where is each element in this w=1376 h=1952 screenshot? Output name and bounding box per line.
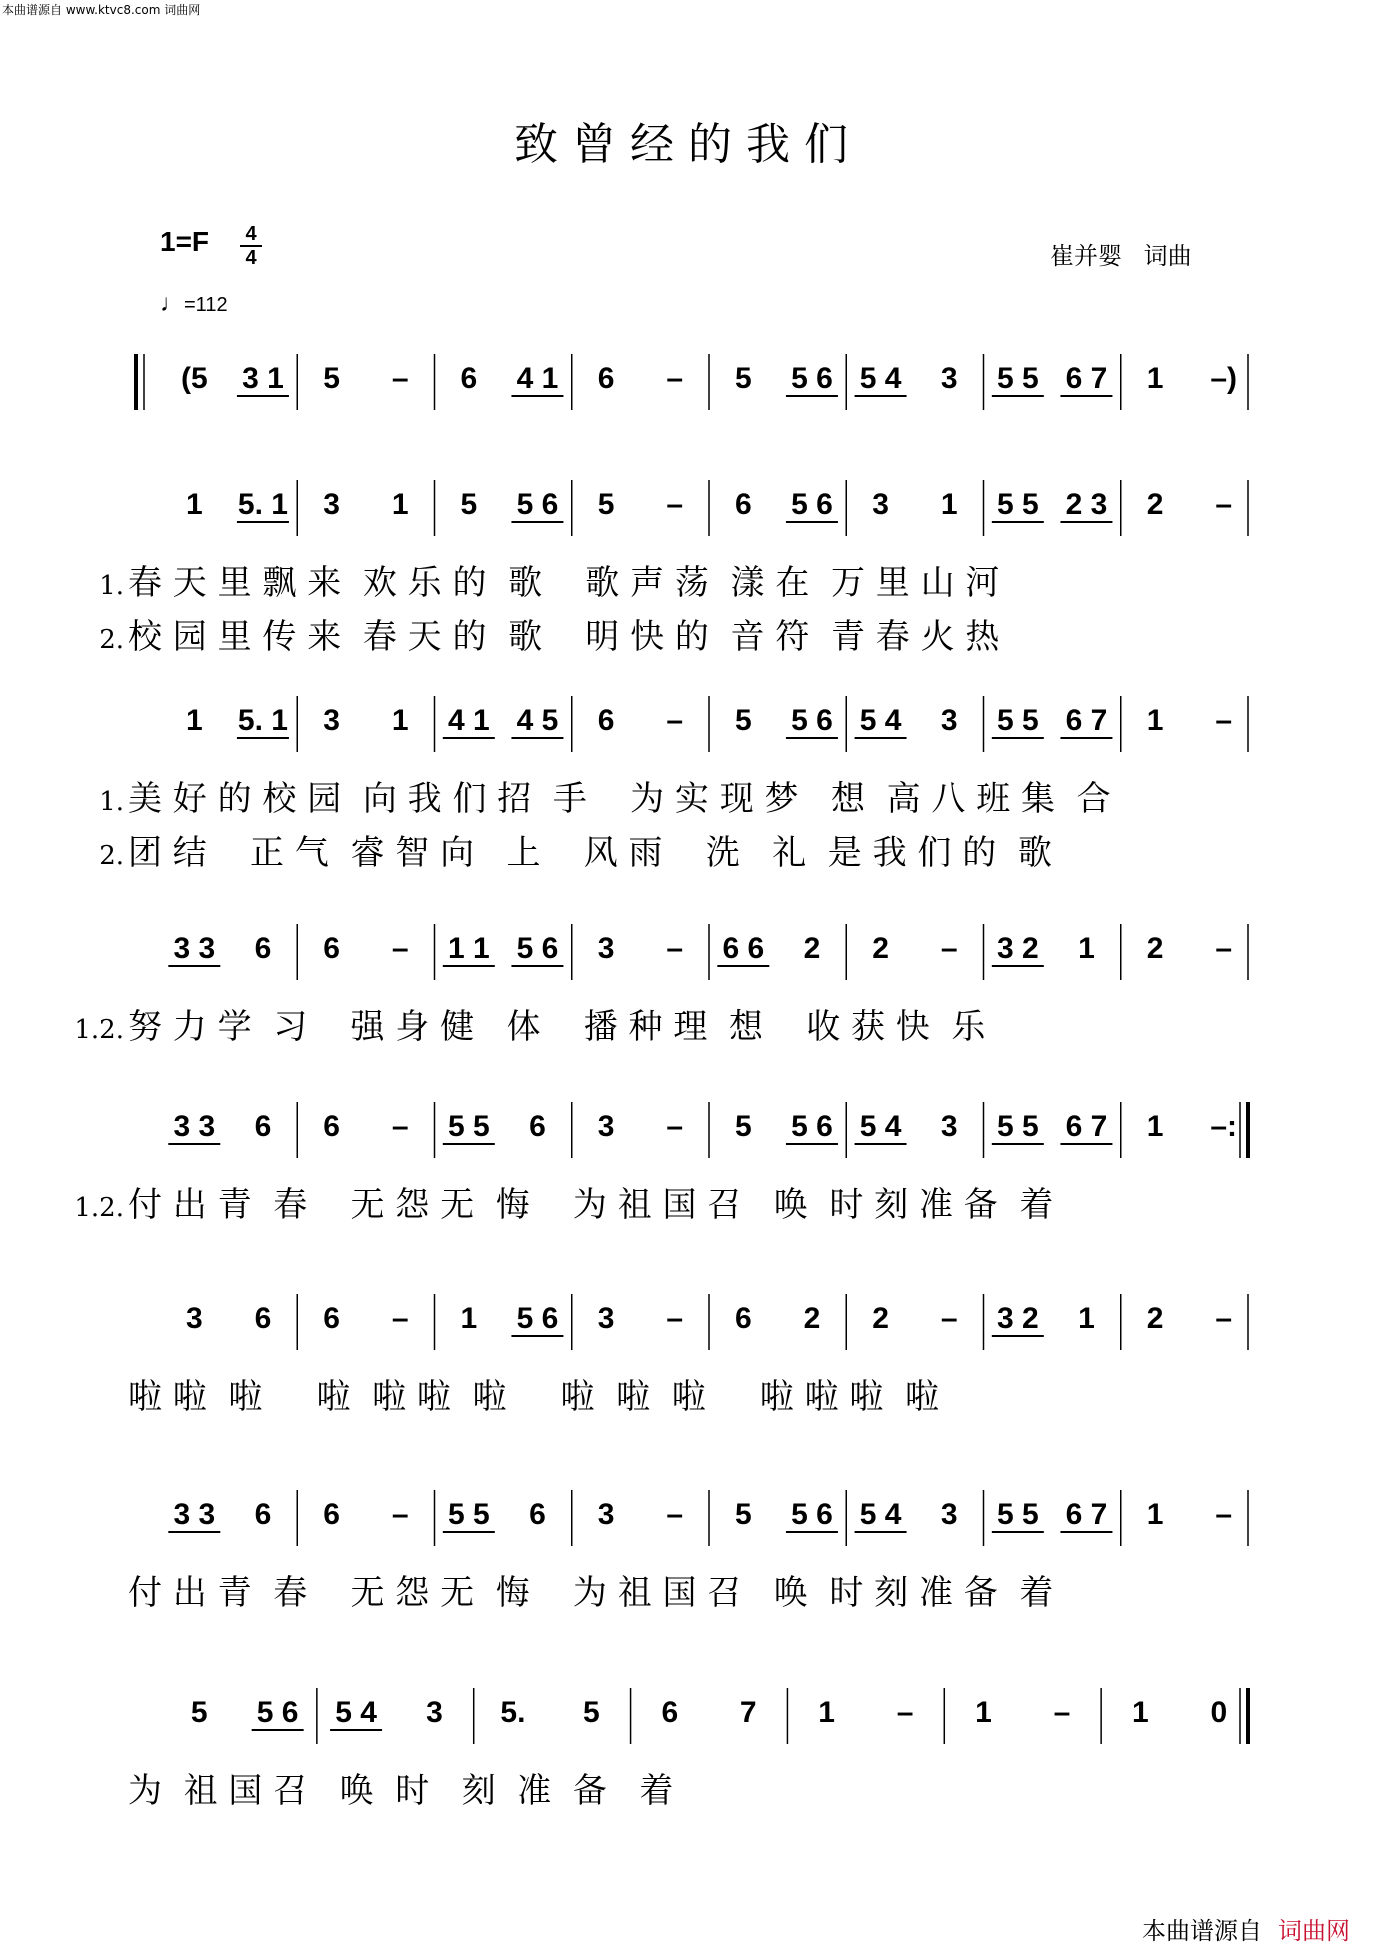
composer-credit: 崔并婴 词曲 bbox=[1050, 242, 1192, 270]
note-group: 3 1 bbox=[242, 362, 284, 395]
note-group: 1 bbox=[1146, 1498, 1164, 1531]
note-group: 5 5 bbox=[996, 362, 1039, 395]
verse-label: 1.2. bbox=[74, 1193, 124, 1223]
note-group: 6 bbox=[661, 1696, 679, 1729]
note-group: 6 7 bbox=[1065, 1498, 1108, 1531]
note-group: 1 bbox=[1146, 362, 1164, 395]
note-group: 3 3 bbox=[173, 1110, 216, 1143]
note-group: 3 bbox=[940, 1110, 958, 1143]
note-group: – bbox=[391, 932, 409, 965]
note-group: 1 1 bbox=[447, 932, 490, 965]
note-group: 5 4 bbox=[859, 362, 902, 395]
note-group: – bbox=[1053, 1696, 1071, 1729]
note-group: 6 bbox=[734, 1302, 752, 1335]
note-group: –: bbox=[1210, 1110, 1238, 1143]
note-group: 3 bbox=[185, 1302, 203, 1335]
note-group: 5 bbox=[734, 1110, 752, 1143]
note-group: 1 bbox=[460, 1302, 478, 1335]
note-group: 1 bbox=[1132, 1696, 1149, 1729]
note-group: 3 3 bbox=[173, 1498, 216, 1531]
note-group: – bbox=[666, 488, 684, 521]
note-group: – bbox=[391, 362, 409, 395]
note-group: 5 6 bbox=[516, 488, 559, 521]
note-group: – bbox=[666, 704, 684, 737]
note-group: 5 6 bbox=[516, 932, 559, 965]
note-group: – bbox=[940, 932, 958, 965]
note-group: 5 6 bbox=[791, 362, 833, 395]
note-group: – bbox=[940, 1302, 958, 1335]
lyric-line: 为 祖 国 召 唤 时 刻 准 备 着 bbox=[128, 1771, 674, 1811]
note-group: 6 bbox=[460, 362, 478, 395]
lyric-line: 付 出 青 春 无 怨 无 悔 为 祖 国 召 唤 时 刻 准 备 着 bbox=[128, 1573, 1054, 1613]
note-group: 4 5 bbox=[516, 704, 559, 737]
note-group: 3 bbox=[323, 704, 340, 737]
note-group: 1 bbox=[940, 488, 958, 521]
note-group: 5 bbox=[597, 488, 615, 521]
footer-watermark bbox=[1142, 1911, 1350, 1946]
note-group: 5 bbox=[734, 362, 752, 395]
note-group: 5 bbox=[190, 1696, 208, 1729]
page-title: 致曾经的我们 bbox=[514, 119, 862, 170]
note-group: 7 bbox=[739, 1696, 757, 1729]
note-group: – bbox=[1215, 1302, 1233, 1335]
note-group: 6 bbox=[254, 1110, 272, 1143]
quarter-note-icon: ♩ bbox=[160, 290, 184, 317]
note-group: 2 3 bbox=[1065, 488, 1108, 521]
note-group: 1 bbox=[1146, 1110, 1164, 1143]
note-group: 1 bbox=[391, 704, 409, 737]
footer-source: 本曲谱源自 bbox=[1142, 1917, 1262, 1945]
note-group: – bbox=[1215, 1498, 1233, 1531]
note-group: 2 bbox=[1146, 488, 1164, 521]
note-group: 4 1 bbox=[516, 362, 559, 395]
lyric-line: 付 出 青 春 无 怨 无 悔 为 祖 国 召 唤 时 刻 准 备 着 bbox=[128, 1185, 1054, 1225]
note-group: 3 bbox=[597, 1302, 615, 1335]
note-group: 1 bbox=[818, 1696, 835, 1729]
note-group: 5 6 bbox=[791, 704, 833, 737]
note-group: 5 4 bbox=[859, 704, 902, 737]
note-group: 2 bbox=[872, 1302, 889, 1335]
note-group: 1 bbox=[975, 1696, 992, 1729]
note-group: 3 bbox=[597, 1498, 615, 1531]
note-group: 6 bbox=[254, 1302, 272, 1335]
note-group: 5 4 bbox=[859, 1110, 902, 1143]
note-group: 2 bbox=[1146, 1302, 1164, 1335]
meter-top: 4 bbox=[245, 223, 257, 245]
note-group: 5 5 bbox=[996, 704, 1039, 737]
note-group: 6 bbox=[254, 932, 272, 965]
note-group: 6 bbox=[323, 1110, 340, 1143]
note-group: – bbox=[666, 1110, 684, 1143]
note-group: 3 bbox=[323, 488, 340, 521]
note-group: 1 bbox=[1146, 704, 1164, 737]
note-group: 3 2 bbox=[996, 1302, 1039, 1335]
note-group: 5 5 bbox=[447, 1498, 490, 1531]
note-group: 6 bbox=[597, 362, 615, 395]
note-group: 5 6 bbox=[791, 1498, 833, 1531]
note-group: – bbox=[1215, 488, 1233, 521]
note-group: 5 bbox=[583, 1696, 600, 1729]
meter-bottom: 4 bbox=[245, 247, 257, 269]
note-group: 4 1 bbox=[447, 704, 490, 737]
note-group: 6 7 bbox=[1065, 1110, 1108, 1143]
note-group: 5 6 bbox=[791, 1110, 833, 1143]
note-group: 1 bbox=[1078, 932, 1095, 965]
note-group: 5 6 bbox=[256, 1696, 299, 1729]
footer-brand: 词曲网 bbox=[1278, 1917, 1350, 1945]
note-group: 3 bbox=[597, 932, 615, 965]
note-group: 5 bbox=[734, 1498, 752, 1531]
note-group: 6 7 bbox=[1065, 704, 1108, 737]
note-group: 5 6 bbox=[791, 488, 833, 521]
note-group: 5 5 bbox=[447, 1110, 490, 1143]
verse-label: 2. bbox=[99, 841, 124, 871]
note-group: 5 5 bbox=[996, 1110, 1039, 1143]
note-group: 3 2 bbox=[996, 932, 1039, 965]
note-group: – bbox=[666, 1498, 684, 1531]
note-group: 6 bbox=[254, 1498, 272, 1531]
note-group: 5. 1 bbox=[237, 488, 288, 521]
note-group: – bbox=[391, 1498, 409, 1531]
note-group: 2 bbox=[872, 932, 889, 965]
note-group: – bbox=[391, 1302, 409, 1335]
lyric-line: 春 天 里 飘 来 欢 乐 的 歌 歌 声 荡 漾 在 万 里 山 河 bbox=[128, 563, 1000, 603]
note-group: 5. bbox=[500, 1696, 526, 1729]
tempo-value: =112 bbox=[184, 294, 228, 316]
note-group: 5 bbox=[460, 488, 478, 521]
note-group: – bbox=[666, 362, 684, 395]
note-group: 3 bbox=[940, 704, 958, 737]
lyric-line: 努 力 学 习 强 身 健 体 播 种 理 想 收 获 快 乐 bbox=[128, 1007, 986, 1047]
note-group: 6 bbox=[529, 1110, 546, 1143]
note-group: 2 bbox=[1146, 932, 1164, 965]
note-group: 3 bbox=[597, 1110, 615, 1143]
note-group: 3 bbox=[426, 1696, 443, 1729]
key-signature: 1=F bbox=[160, 226, 210, 257]
note-group: 6 bbox=[323, 1302, 340, 1335]
note-group: 6 bbox=[597, 704, 615, 737]
note-group: 1 bbox=[391, 488, 409, 521]
note-group: 3 bbox=[872, 488, 889, 521]
note-group: 1 bbox=[185, 488, 203, 521]
note-group: 0 bbox=[1210, 1696, 1228, 1729]
verse-label: 1.2. bbox=[74, 1015, 124, 1045]
verse-label: 2. bbox=[99, 625, 124, 655]
note-group: – bbox=[666, 1302, 684, 1335]
note-group: 2 bbox=[803, 1302, 821, 1335]
note-group: 5 bbox=[734, 704, 752, 737]
note-group: 6 6 bbox=[722, 932, 765, 965]
note-group: –) bbox=[1210, 362, 1238, 395]
note-group: 6 bbox=[529, 1498, 546, 1531]
lyric-line: 美 好 的 校 园 向 我 们 招 手 为 实 现 梦 想 高 八 班 集 合 bbox=[128, 779, 1111, 819]
note-group: (5 bbox=[180, 362, 208, 395]
note-group: 5 5 bbox=[996, 488, 1039, 521]
note-group: – bbox=[896, 1696, 914, 1729]
note-group: 5. 1 bbox=[237, 704, 288, 737]
note-group: 2 bbox=[803, 932, 821, 965]
note-group: 5 4 bbox=[859, 1498, 902, 1531]
note-group: – bbox=[1215, 932, 1233, 965]
note-group: 1 bbox=[185, 704, 203, 737]
note-group: – bbox=[666, 932, 684, 965]
note-group: 5 4 bbox=[335, 1696, 377, 1729]
lyric-line: 团 结 正 气 睿 智 向 上 风 雨 洗 礼 是 我 们 的 歌 bbox=[128, 833, 1052, 873]
lyric-line: 校 园 里 传 来 春 天 的 歌 明 快 的 音 符 青 春 火 热 bbox=[128, 617, 1000, 657]
header-watermark: 本曲谱源自 www.ktvc8.com 词曲网 bbox=[2, 3, 201, 17]
note-group: 1 bbox=[1078, 1302, 1095, 1335]
verse-label: 1. bbox=[99, 571, 124, 601]
note-group: 6 bbox=[323, 1498, 340, 1531]
note-group: – bbox=[1215, 704, 1233, 737]
note-group: – bbox=[391, 1110, 409, 1143]
note-group: 6 bbox=[323, 932, 340, 965]
note-group: 5 bbox=[323, 362, 340, 395]
note-group: 5 5 bbox=[996, 1498, 1039, 1531]
verse-label: 1. bbox=[99, 787, 124, 817]
lyric-line: 啦 啦 啦 啦 啦 啦 啦 啦 啦 啦 啦 啦 啦 啦 bbox=[128, 1377, 940, 1417]
note-group: 6 bbox=[734, 488, 752, 521]
note-group: 6 7 bbox=[1065, 362, 1108, 395]
note-group: 3 bbox=[940, 1498, 958, 1531]
note-group: 5 6 bbox=[516, 1302, 559, 1335]
note-group: 3 bbox=[940, 362, 958, 395]
note-group: 3 3 bbox=[173, 932, 216, 965]
